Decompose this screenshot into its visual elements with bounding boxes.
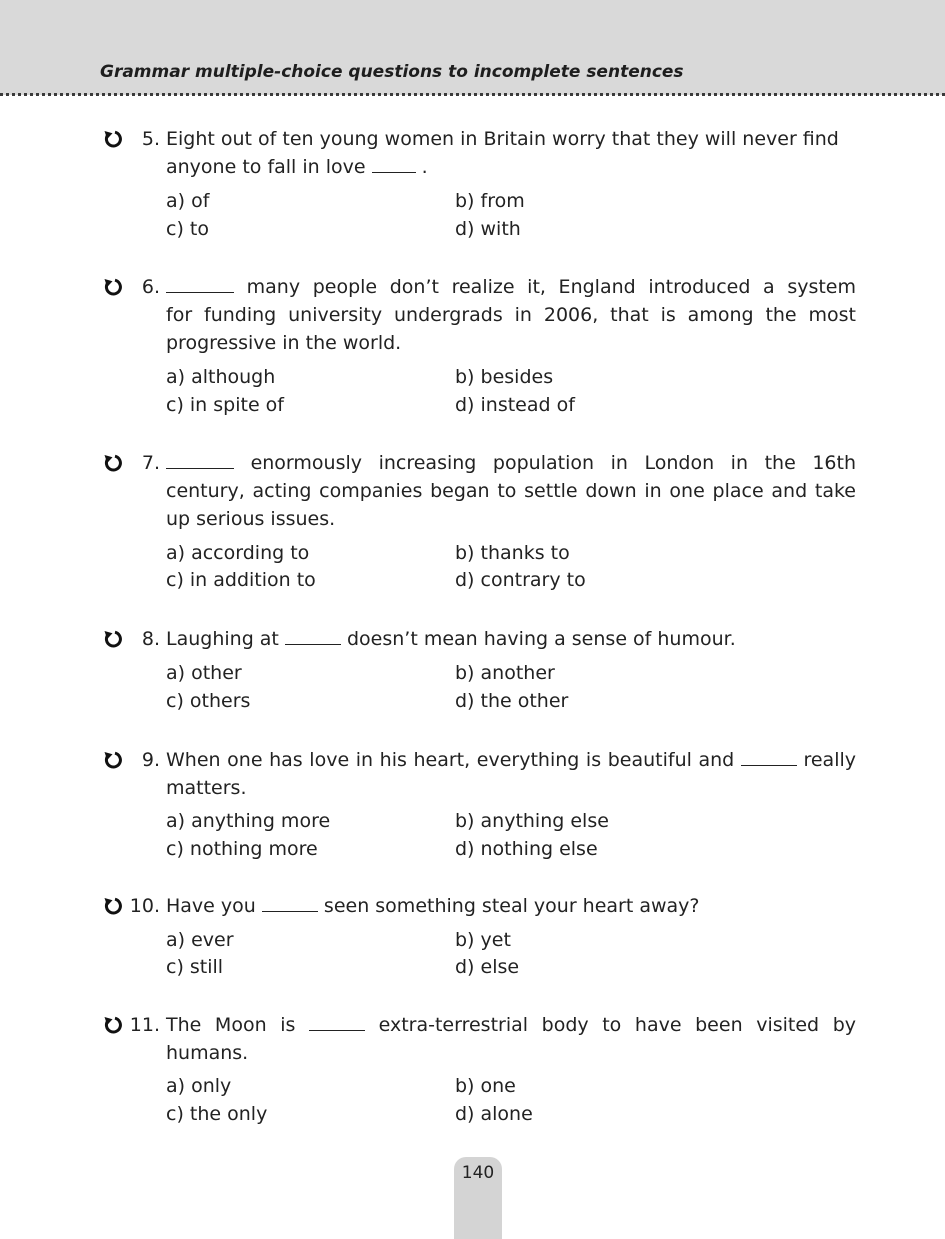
stem-line [166,449,856,477]
option-a[interactable]: a) ever [166,929,234,951]
option-b[interactable]: b) from [455,190,525,212]
option-a[interactable]: a) anything more [166,810,331,832]
stem-line: progressive in the world. [166,332,402,354]
option-a[interactable]: a) other [166,662,242,684]
stem-line [166,273,856,301]
option-a[interactable]: a) only [166,1075,232,1097]
option-a[interactable]: a) of [166,190,210,212]
option-d[interactable]: d) contrary to [455,569,586,591]
question-number: 10. [129,895,160,917]
question-stem [166,449,856,533]
question-stem [166,125,856,181]
stem-text: anyone to fall in love [166,156,366,178]
stem-line: century, acting companies began to settle down in one place and take [166,480,856,502]
question-stem [166,1011,856,1067]
stem-line [166,153,856,181]
option-d[interactable]: d) else [455,956,520,978]
question-stem [166,746,856,802]
stem-line: Eight out of ten young women in Britain worry that they will never find [166,128,839,150]
option-c[interactable]: c) others [166,690,251,712]
section-title: Grammar multiple-choice questions to incomplete sentences [100,62,684,82]
stem-text: enormously increasing population in London in the 16th [250,452,856,474]
stem-line [166,892,856,920]
option-c[interactable]: c) the only [166,1103,268,1125]
question-stem [166,892,856,920]
question-number: 5. [141,128,160,150]
stem-text: . [421,156,428,178]
option-b[interactable]: b) yet [455,929,511,951]
option-c[interactable]: c) in addition to [166,569,316,591]
question-number: 7. [141,452,160,474]
stem-line: up serious issues. [166,508,336,530]
option-d[interactable]: d) nothing else [455,838,598,860]
stem-line [166,625,856,653]
answer-blank [166,450,234,469]
option-b[interactable]: b) thanks to [455,542,570,564]
stem-line: matters. [166,777,247,799]
question-stem [166,273,856,357]
option-b[interactable]: b) besides [455,366,554,388]
answer-blank [285,626,341,645]
stem-text: many people don’t realize it, England introduced a system [246,276,857,298]
option-d[interactable]: d) the other [455,690,569,712]
option-b[interactable]: b) another [455,662,555,684]
answer-blank [309,1012,365,1031]
answer-blank [166,274,234,293]
option-b[interactable]: b) one [455,1075,516,1097]
answer-blank [262,893,318,912]
stem-line: humans. [166,1042,249,1064]
answer-blank [372,154,416,173]
question-number: 6. [141,276,160,298]
stem-text: doesn’t mean having a sense of humour. [346,628,736,650]
question-number: 9. [141,749,160,771]
stem-text: Laughing at [166,628,279,650]
stem-text: really [803,749,856,771]
option-c[interactable]: c) to [166,218,209,240]
stem-text: When one has love in his heart, everything is beautiful and [166,749,735,771]
page-number: 140 [461,1163,495,1183]
option-b[interactable]: b) anything else [455,810,609,832]
option-a[interactable]: a) although [166,366,276,388]
stem-text: The Moon is [166,1014,296,1036]
option-d[interactable]: d) with [455,218,521,240]
option-c[interactable]: c) in spite of [166,394,284,416]
dotted-divider [0,93,945,96]
question-number: 11. [129,1014,160,1036]
stem-text: Have you [166,895,256,917]
question-stem [166,625,856,653]
option-a[interactable]: a) according to [166,542,310,564]
stem-line: for funding university undergrads in 2006, that is among the most [166,304,856,326]
stem-text: extra-terrestrial body to have been visited by [378,1014,857,1036]
answer-blank [741,747,797,766]
option-d[interactable]: d) alone [455,1103,533,1125]
option-d[interactable]: d) instead of [455,394,575,416]
stem-line [166,1011,856,1039]
option-c[interactable]: c) still [166,956,224,978]
question-number: 8. [141,628,160,650]
stem-text: seen something steal your heart away? [323,895,700,917]
stem-line [166,746,856,774]
option-c[interactable]: c) nothing more [166,838,318,860]
